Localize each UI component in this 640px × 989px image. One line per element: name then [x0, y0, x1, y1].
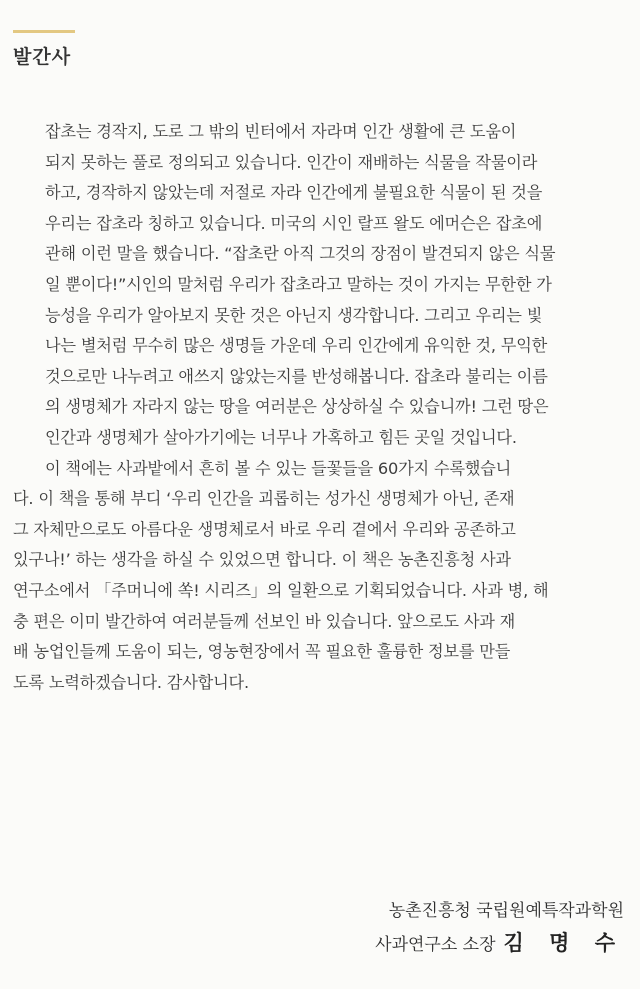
- signature-name: 김 명 수: [503, 931, 624, 955]
- text-line: 우리는 잡초라 칭하고 있습니다. 미국의 시인 랄프 왈도 에머슨은 잡초에: [45, 213, 543, 233]
- text-line: 되지 못하는 풀로 정의되고 있습니다. 인간이 재배하는 식물을 작물이라: [45, 152, 538, 172]
- text-line: 충 편은 이미 발간하여 여러분들께 선보인 바 있습니다. 앞으로도 사과 재: [13, 611, 516, 631]
- text-line: 의 생명체가 자라지 않는 땅을 여러분은 상상하실 수 있습니까! 그런 땅은: [45, 397, 549, 417]
- text-line: 관해 이런 말을 했습니다. “잡초란 아직 그것의 장점이 발견되지 않은 식물: [45, 244, 556, 264]
- text-line: 잡초는 경작지, 도로 그 밖의 빈터에서 자라며 인간 생활에 큰 도움이: [45, 122, 517, 141]
- signature-title: 사과연구소 소장: [375, 935, 496, 955]
- text-line: 나는 별처럼 무수히 많은 생명들 가운데 우리 인간에게 유익한 것, 무익한: [45, 336, 548, 356]
- signature-org: 농촌진흥청 국립원예특작과학원: [388, 901, 624, 921]
- text-line: 다. 이 책을 통해 부디 ‘우리 인간을 괴롭히는 성가신 생명체가 아닌, 존재: [13, 489, 515, 509]
- text-line: 능성을 우리가 알아보지 못한 것은 아닌지 생각합니다. 그리고 우리는 빛: [45, 305, 543, 325]
- text-line: 일 뿐이다!”시인의 말처럼 우리가 잡초라고 말하는 것이 가지는 무한한 가: [45, 274, 552, 294]
- signature-title-line: [375, 927, 624, 961]
- text-line: 하고, 경작하지 않았는데 저절로 자라 인간에게 불필요한 식물이 된 것을: [45, 183, 543, 203]
- text-line: 인간과 생명체가 살아가기에는 너무나 가혹하고 힘든 곳일 것입니다.: [45, 427, 517, 447]
- text-line: 연구소에서 「주머니에 쏙! 시리즈」의 일환으로 기획되었습니다. 사과 병, 해: [13, 580, 549, 600]
- page-title: 발간사: [13, 46, 72, 68]
- text-line: 배 농업인들께 도움이 되는, 영농현장에서 꼭 필요한 훌륭한 정보를 만들: [13, 642, 511, 662]
- text-line: 그 자체만으로도 아름다운 생명체로서 바로 우리 곁에서 우리와 공존하고: [13, 519, 516, 539]
- paragraph-2: [13, 454, 625, 699]
- heading-accent-bar: [13, 30, 75, 33]
- text-line: 도록 노력하겠습니다. 감사합니다.: [13, 672, 249, 692]
- signature-block: [375, 895, 624, 961]
- text-line: 있구나!’ 하는 생각을 하실 수 있었으면 합니다. 이 책은 농촌진흥청 사과: [13, 550, 511, 570]
- text-line: 것으로만 나누려고 애쓰지 않았는지를 반성해봅니다. 잡초라 불리는 이름: [45, 366, 548, 386]
- paragraph-1: [13, 117, 625, 454]
- text-line: 이 책에는 사과밭에서 흔히 볼 수 있는 들꽃들을 60가지 수록했습니: [45, 458, 512, 478]
- preface-body: [13, 117, 625, 698]
